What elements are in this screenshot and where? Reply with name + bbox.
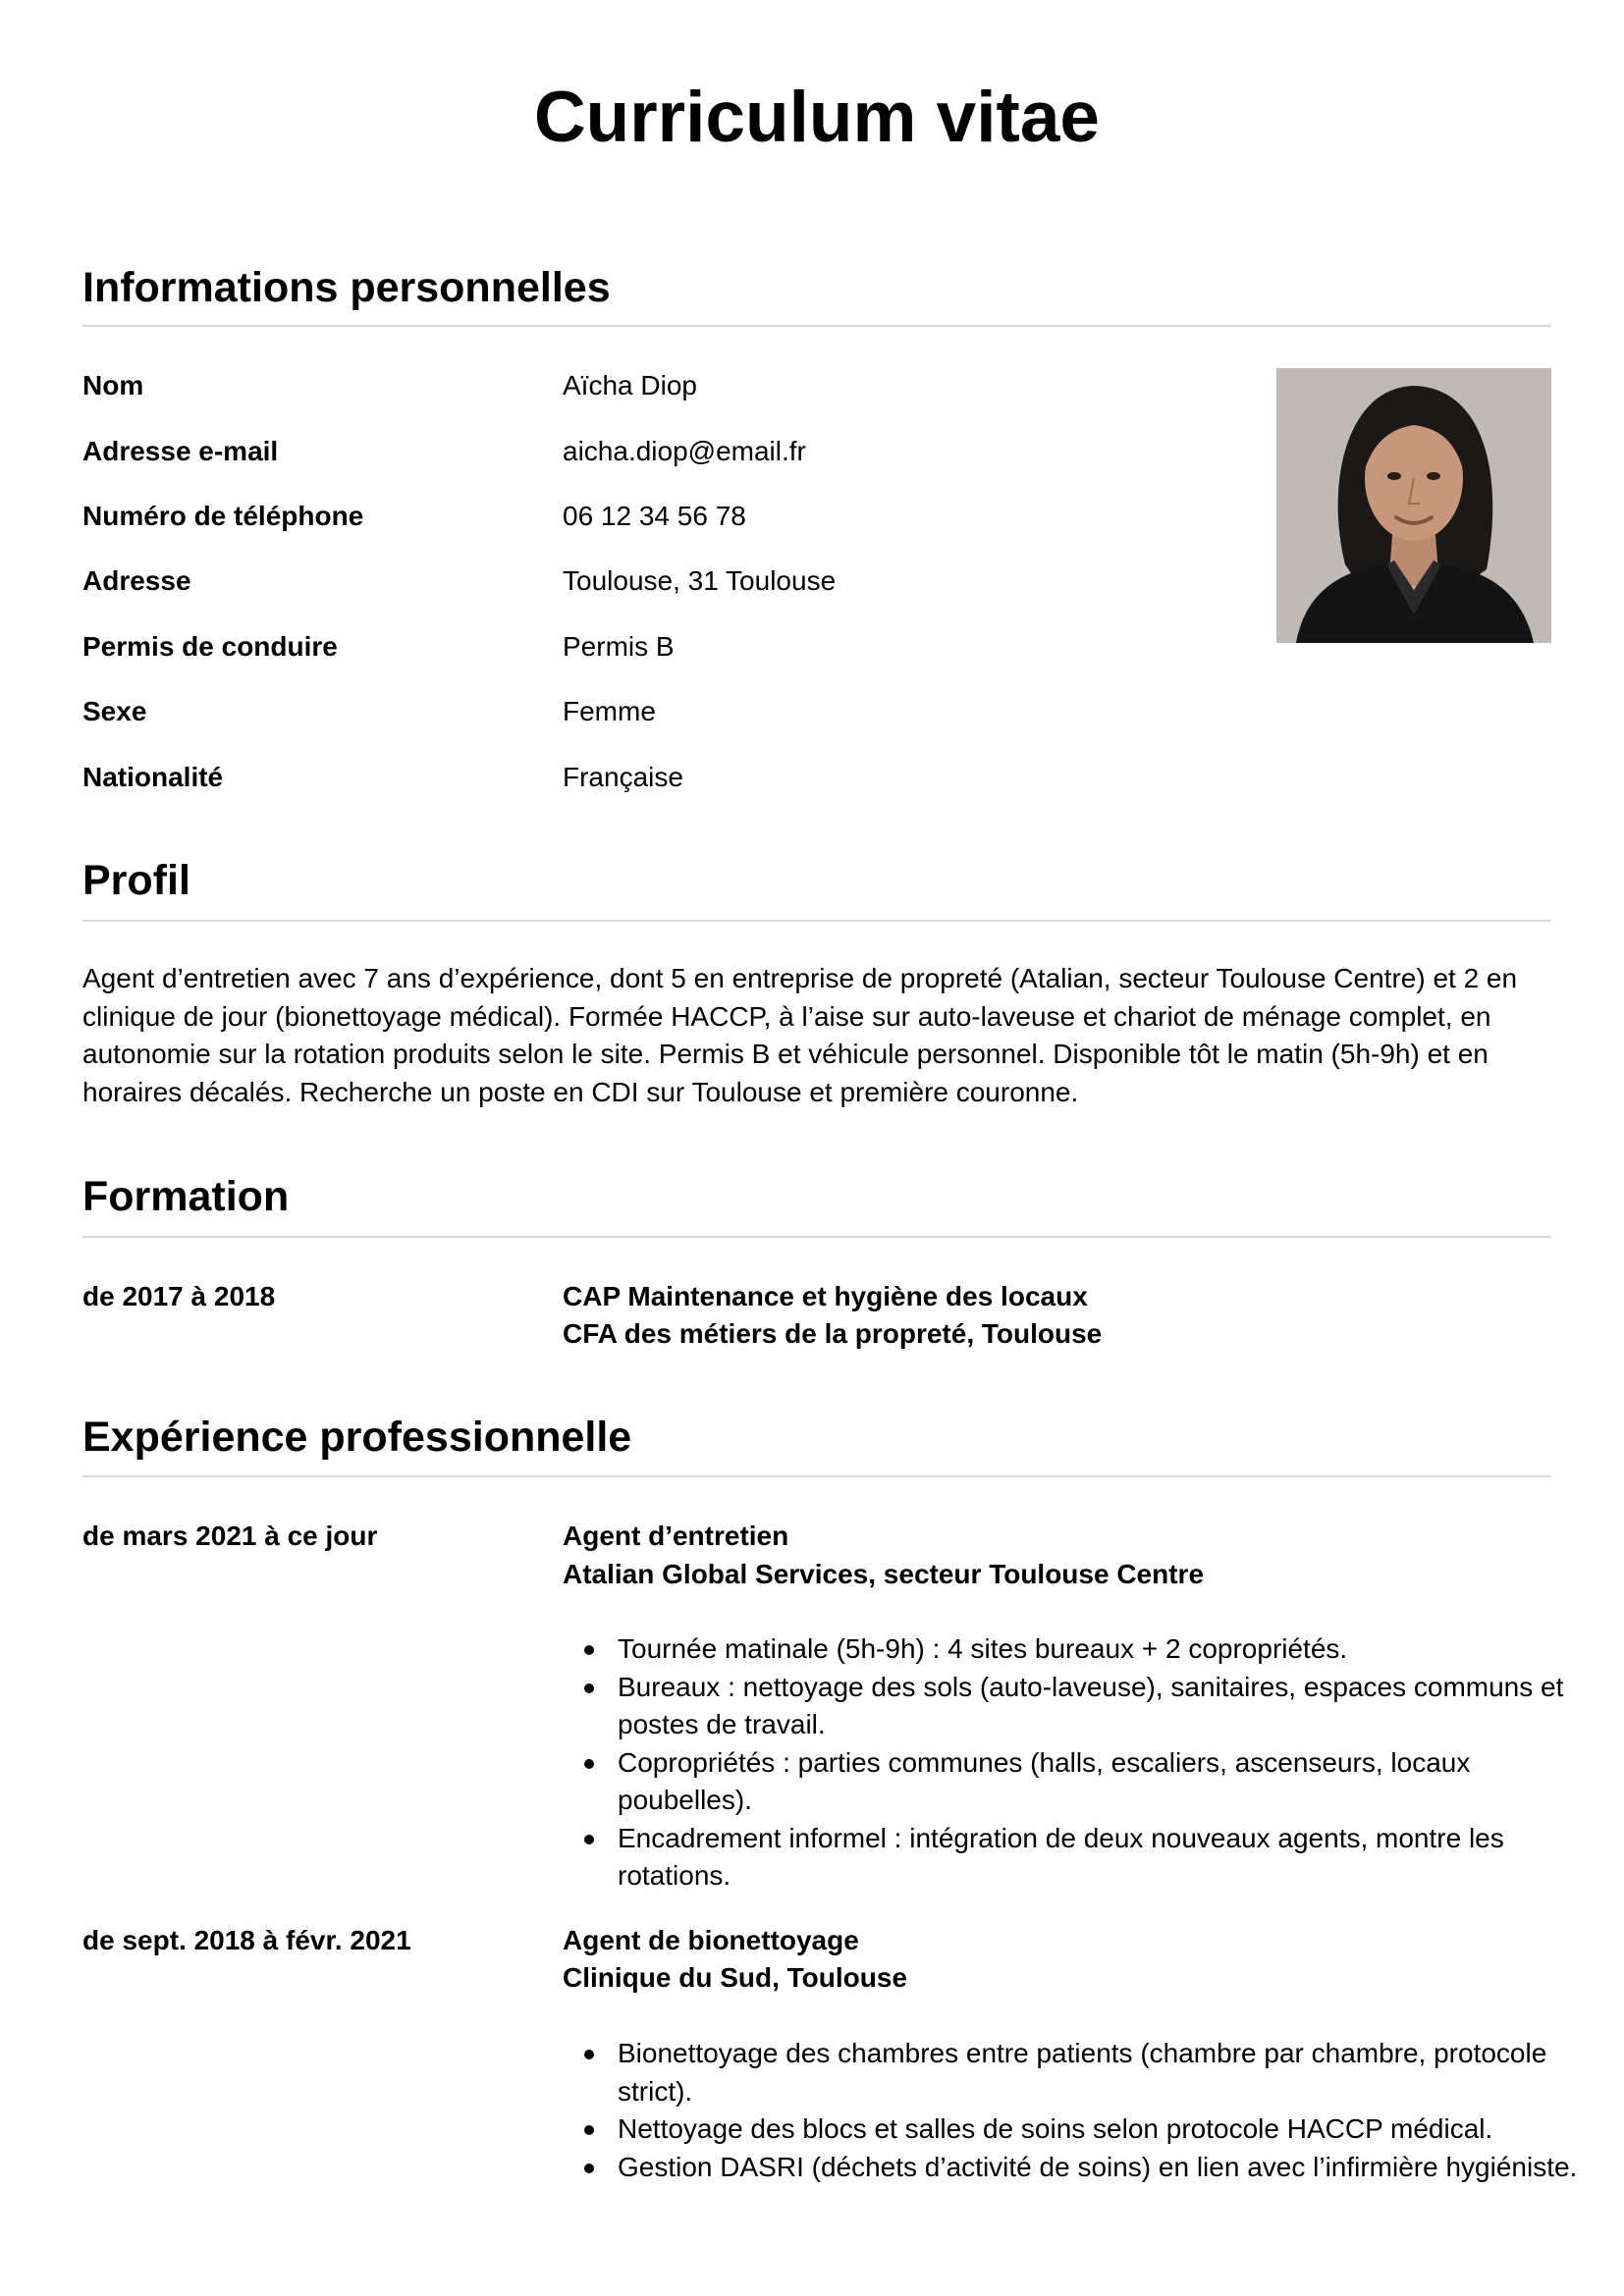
education-period: de 2017 à 2018 bbox=[82, 1281, 276, 1311]
document-title: Curriculum vitae bbox=[533, 78, 1101, 157]
field-label-gender: Sexe bbox=[82, 696, 147, 726]
section-divider bbox=[82, 1475, 1551, 1477]
field-label-address: Adresse bbox=[82, 565, 191, 596]
field-label-email: Adresse e-mail bbox=[82, 436, 279, 466]
experience-tasks-list bbox=[563, 1630, 1606, 1896]
experience-company: Atalian Global Services, secteur Toulouse Centre bbox=[563, 1559, 1205, 1589]
field-value-address: Toulouse, 31 Toulouse bbox=[563, 565, 837, 596]
field-label-name: Nom bbox=[82, 370, 144, 400]
field-label-nationality: Nationalité bbox=[82, 762, 224, 792]
field-value-email: aicha.diop@email.fr bbox=[563, 436, 806, 466]
experience-period: de mars 2021 à ce jour bbox=[82, 1521, 378, 1551]
field-value-phone: 06 12 34 56 78 bbox=[563, 501, 746, 531]
field-value-name: Aïcha Diop bbox=[563, 370, 697, 400]
experience-period: de sept. 2018 à févr. 2021 bbox=[82, 1925, 411, 1955]
field-value-gender: Femme bbox=[563, 696, 656, 726]
section-title-profile: Profil bbox=[82, 857, 190, 904]
section-title-experience: Expérience professionnelle bbox=[82, 1414, 632, 1461]
section-divider bbox=[82, 1236, 1551, 1238]
section-title-education: Formation bbox=[82, 1173, 290, 1220]
list-item: Copropriétés : parties communes (halls, escaliers, ascenseurs, locaux poubelles). bbox=[618, 1744, 1606, 1820]
field-value-license: Permis B bbox=[563, 631, 675, 662]
portrait-image bbox=[1276, 368, 1551, 643]
experience-role: Agent d’entretien bbox=[563, 1521, 789, 1551]
field-value-nationality: Française bbox=[563, 762, 683, 792]
field-label-license: Permis de conduire bbox=[82, 631, 338, 662]
section-divider bbox=[82, 920, 1551, 922]
education-school: CFA des métiers de la propreté, Toulouse bbox=[563, 1318, 1103, 1349]
experience-company: Clinique du Sud, Toulouse bbox=[563, 1962, 908, 1993]
list-item: Tournée matinale (5h-9h) : 4 sites bureaux + 2 copropriétés. bbox=[618, 1630, 1606, 1669]
profile-summary: Agent d’entretien avec 7 ans d’expérience, dont 5 en entreprise de propreté (Atalian, secteur Toulouse Centre) et 2 en clinique de jour (bionettoyage médical). Formée HACCP, à l’aise sur auto-laveuse et chariot de ménage complet, en autonomie sur la rotation produits selon le site. Permis B et véhicule personnel. Disponible tôt le matin (5h-9h) et en horaires décalés. Recherche un poste en CDI sur Toulouse et première couronne. bbox=[82, 963, 1518, 1107]
list-item: Bionettoyage des chambres entre patients (chambre par chambre, protocole strict). bbox=[618, 2035, 1606, 2110]
education-title: CAP Maintenance et hygiène des locaux bbox=[563, 1281, 1088, 1311]
list-item: Nettoyage des blocs et salles de soins selon protocole HACCP médical. bbox=[618, 2110, 1606, 2149]
field-label-phone: Numéro de téléphone bbox=[82, 501, 364, 531]
section-divider bbox=[82, 325, 1551, 327]
list-item: Gestion DASRI (déchets d’activité de soins) en lien avec l’infirmière hygiéniste. bbox=[618, 2149, 1606, 2187]
section-title-personal: Informations personnelles bbox=[82, 264, 611, 311]
profile-photo bbox=[1276, 368, 1551, 643]
experience-role: Agent de bionettoyage bbox=[563, 1925, 859, 1955]
list-item: Encadrement informel : intégration de deux nouveaux agents, montre les rotations. bbox=[618, 1820, 1606, 1896]
list-item: Bureaux : nettoyage des sols (auto-laveuse), sanitaires, espaces communs et postes de travail. bbox=[618, 1669, 1606, 1744]
experience-tasks-list bbox=[563, 2035, 1606, 2186]
